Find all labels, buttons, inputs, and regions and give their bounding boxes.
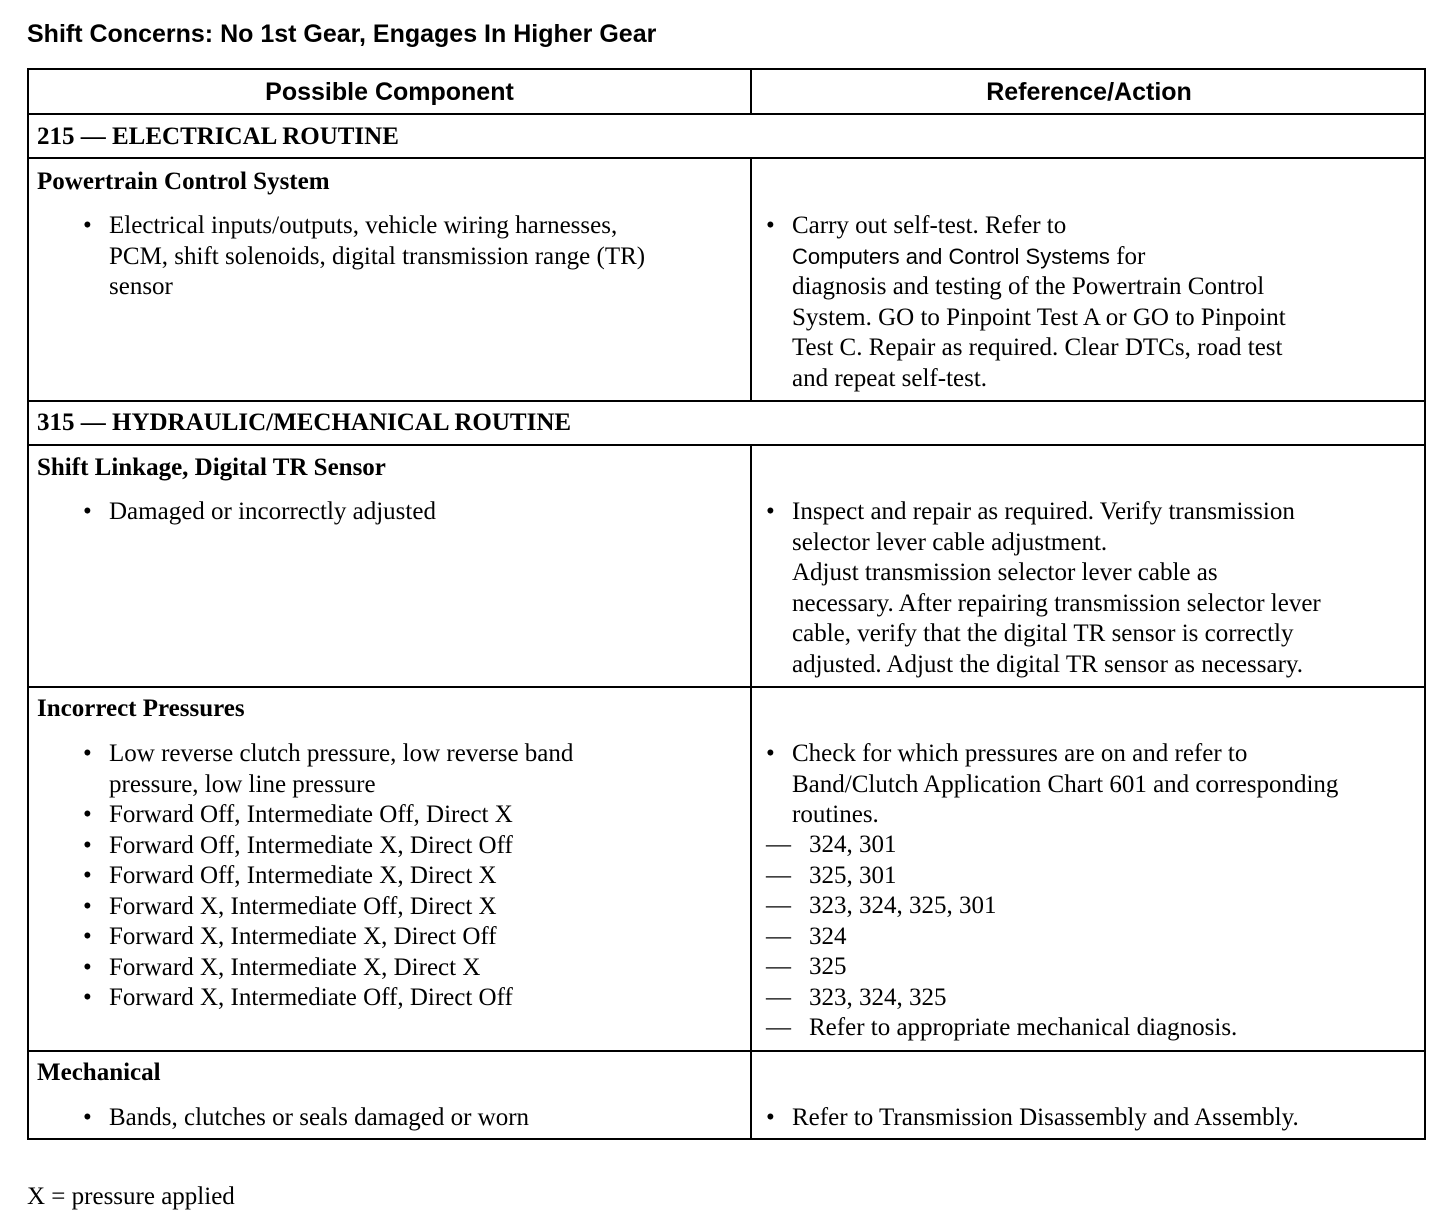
table-divider — [29, 400, 1424, 402]
row-title-powertrain: Powertrain Control System — [37, 168, 330, 195]
bullet-icon: • — [83, 831, 92, 859]
dash-icon: — — [766, 983, 791, 1011]
dash-icon: — — [766, 861, 791, 889]
table-divider — [29, 686, 1424, 688]
list-item: • Electrical inputs/outputs, vehicle wiring harnesses, PCM, shift solenoids, digital transmission range (TR) sensor — [83, 212, 646, 300]
list-item: — 324, 301 — [766, 830, 1237, 861]
dash-icon: — — [766, 1014, 791, 1041]
table-divider — [29, 157, 1424, 159]
row-title-mechanical: Mechanical — [37, 1059, 161, 1086]
shift-linkage-component-list — [83, 497, 436, 528]
list-item: • Forward X, Intermediate X, Direct Off — [83, 922, 573, 953]
section-electrical-routine: 215 — ELECTRICAL ROUTINE — [37, 123, 399, 150]
list-item: — 323, 324, 325 — [766, 983, 1237, 1014]
powertrain-component-list — [83, 211, 645, 303]
header-reference-action: Reference/Action — [986, 78, 1192, 106]
list-item: • Refer to Transmission Disassembly and Assembly. — [766, 1103, 1299, 1134]
mechanical-action-list — [766, 1103, 1299, 1134]
bullet-icon: • — [83, 801, 92, 828]
list-item: • Forward Off, Intermediate X, Direct Off — [83, 831, 573, 862]
powertrain-action-list — [766, 211, 1286, 394]
list-item: — 325 — [766, 952, 1237, 983]
bullet-icon: • — [83, 862, 92, 889]
list-item: • Inspect and repair as required. Verify transmission selector lever cable adjustment. Adjust transmission selector lever cable as necessary. After repairing transmission selector lever cable, verify that the digital TR sensor is correctly adjusted. Adjust the digital TR sensor as necessary. — [766, 498, 1321, 678]
dash-icon: — — [766, 831, 791, 858]
bullet-icon: • — [83, 1104, 92, 1131]
dash-icon: — — [766, 892, 791, 919]
bullet-icon: • — [83, 212, 92, 239]
list-item: • Forward Off, Intermediate X, Direct X — [83, 861, 573, 892]
pressures-component-list — [83, 739, 573, 1014]
diagnosis-table — [27, 68, 1426, 1140]
bullet-icon: • — [766, 1104, 775, 1131]
bullet-icon: • — [83, 953, 92, 981]
list-item: • Check for which pressures are on and refer to Band/Clutch Application Chart 601 and corresponding routines. — [766, 740, 1339, 828]
computers-control-systems-link[interactable]: Computers and Control Systems — [792, 243, 1110, 269]
list-item: — 325, 301 — [766, 861, 1237, 892]
row-title-incorrect-pressures: Incorrect Pressures — [37, 695, 245, 722]
row-title-shift-linkage: Shift Linkage, Digital TR Sensor — [37, 454, 386, 481]
list-item: — 323, 324, 325, 301 — [766, 891, 1237, 922]
pressures-action-list — [766, 739, 1338, 831]
bullet-icon: • — [83, 892, 92, 920]
list-item: • Forward Off, Intermediate Off, Direct X — [83, 800, 573, 831]
legend-note: X = pressure applied — [27, 1183, 235, 1210]
bullet-icon: • — [766, 740, 775, 767]
bullet-icon: • — [83, 984, 92, 1011]
pressures-routine-list — [766, 830, 1237, 1044]
list-item: • Low reverse clutch pressure, low reverse band pressure, low line pressure — [83, 740, 574, 798]
bullet-icon: • — [766, 212, 775, 239]
table-divider — [29, 1050, 1424, 1052]
section-hydraulic-routine: 315 — HYDRAULIC/MECHANICAL ROUTINE — [37, 409, 572, 436]
mechanical-component-list — [83, 1103, 529, 1134]
list-item: • Forward X, Intermediate Off, Direct Off — [83, 983, 573, 1014]
list-item: — 324 — [766, 922, 1237, 953]
header-possible-component: Possible Component — [265, 78, 514, 106]
bullet-icon: • — [83, 740, 92, 767]
list-item: • Forward X, Intermediate X, Direct X — [83, 953, 573, 984]
bullet-icon: • — [766, 498, 775, 525]
column-divider — [750, 158, 752, 401]
list-item: • Carry out self-test. Refer to Computers and Control Systems for diagnosis and testing of the Powertrain Control System. GO to Pinpoint Test A or GO to Pinpoint Test C. Repair as required. Clear DTCs, road test and repeat self-test. — [766, 212, 1286, 392]
list-item: • Damaged or incorrectly adjusted — [83, 497, 436, 528]
dash-icon: — — [766, 922, 791, 950]
list-item: • Bands, clutches or seals damaged or worn — [83, 1103, 529, 1134]
bullet-icon: • — [83, 923, 92, 950]
table-divider — [29, 444, 1424, 446]
page-title: Shift Concerns: No 1st Gear, Engages In Higher Gear — [27, 20, 657, 48]
dash-icon: — — [766, 953, 791, 980]
column-divider — [750, 445, 752, 1140]
list-item: — Refer to appropriate mechanical diagnosis. — [766, 1013, 1237, 1044]
list-item: • Forward X, Intermediate Off, Direct X — [83, 892, 573, 923]
bullet-icon: • — [83, 498, 92, 525]
shift-linkage-action-list — [766, 497, 1321, 680]
